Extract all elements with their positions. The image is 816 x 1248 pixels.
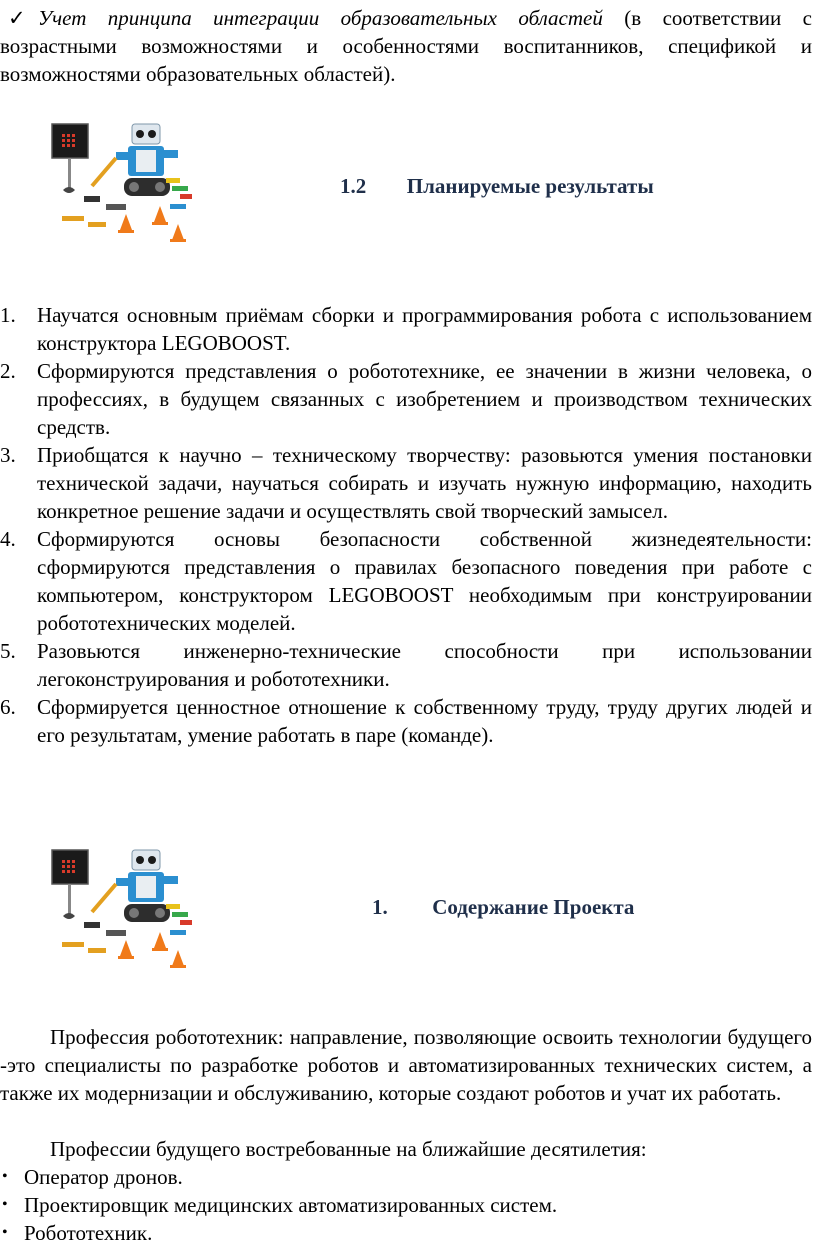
content-paragraph: Профессия робототехник: направление, позволяющие освоить технологии будущего -это специалисты по разработке роботов и автоматизированных технических систем, а также их модернизации и обслуживанию, которые создают роботов и учат их работать. [0,1025,812,1105]
list-item [0,357,812,441]
list-number: 5. [0,639,16,663]
bullet-icon: • [2,1196,8,1213]
intro-italic-text: Учет принципа интеграции образовательных областей [38,6,603,30]
list-item [0,693,812,749]
lego-boost-robot-image [48,112,198,242]
list-text: Научатся основным приёмам сборки и программирования робота с использованием конструктора LEGOBOOST. [37,303,812,355]
section-heading-results [340,172,654,200]
checkmark-icon: ✓ [8,6,26,30]
section-title: Содержание Проекта [432,895,635,919]
content-paragraph: Профессии будущего востребованные на ближайшие десятилетия: [50,1137,647,1161]
list-number: 6. [0,695,16,719]
results-list [0,301,812,749]
section-number: 1.2 [340,174,367,198]
bullet-icon: • [2,1168,8,1185]
list-number: 4. [0,527,16,551]
lego-robot-image [48,838,198,975]
intro-paragraph [0,4,812,88]
list-item [0,301,812,357]
list-item [0,637,812,693]
list-text: Разовьются инженерно-технические способности при использовании легоконструирования и робототехники. [37,639,812,691]
list-text: Оператор дронов. [24,1165,183,1189]
list-item [0,1219,812,1247]
list-text: Робототехник. [24,1221,153,1245]
lego-boost-robot-image [48,838,198,968]
list-text: Сформируются основы безопасности собственной жизнедеятельности: сформируются представления о правилах безопасного поведения при работе с компьютером, конструктором LEGOBOOST необходимым при конструировании робототехнических моделей. [37,527,812,635]
intro-text: (в соответствии с возрастными возможностями и особенностями воспитанников, спецификой и возможностями образовательных областей). [0,6,812,86]
list-text: Проектировщик медицинских автоматизированных систем. [24,1193,558,1217]
section-title: Планируемые результаты [406,174,654,198]
list-item [0,441,812,525]
lego-robot-image [48,112,198,249]
list-text: Сформируются представления о робототехнике, ее значении в жизни человека, о профессиях, в будущем связанных с изобретением и производством технических средств. [37,359,812,439]
list-number: 1. [0,303,16,327]
list-item [0,1191,812,1219]
list-item [0,1163,812,1191]
section-heading-content [372,893,634,921]
list-number: 3. [0,443,16,467]
list-text: Сформируется ценностное отношение к собственному труду, труду других людей и его результатам, умение работать в паре (команде). [37,695,812,747]
section-number: 1. [372,895,388,919]
list-number: 2. [0,359,16,383]
professions-list [0,1163,812,1247]
bullet-icon: • [2,1224,8,1241]
list-text: Приобщатся к научно – техническому творчеству: разовьются умения постановки технической задачи, научаться собирать и изучать нужную информацию, находить конкретное решение задачи и осуществлять свой творческий замысел. [37,443,812,523]
list-item [0,525,812,637]
